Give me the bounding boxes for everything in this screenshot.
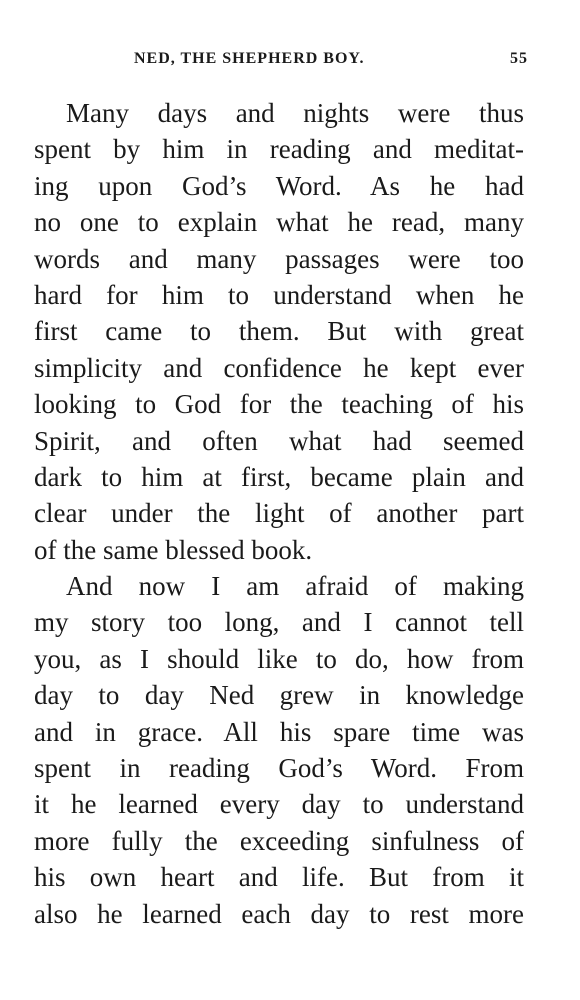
text-line: my story too long, and I cannot tell: [34, 607, 524, 638]
paragraph-2: [34, 568, 524, 932]
text-line: spent by him in reading and meditat-: [34, 134, 524, 165]
text-line: it he learned every day to understand: [34, 789, 524, 820]
text-line: you, as I should like to do, how from: [34, 643, 524, 674]
body-text: [34, 95, 524, 932]
text-line: of the same blessed book.: [34, 534, 313, 565]
paragraph-1: [34, 95, 524, 568]
text-line: no one to explain what he read, many: [34, 207, 524, 238]
text-line: more fully the exceeding sinfulness of: [34, 825, 524, 856]
text-line: hard for him to understand when he: [34, 279, 524, 310]
text-line: and in grace. All his spare time was: [34, 716, 524, 747]
running-title: NED, THE SHEPHERD BOY.: [134, 50, 365, 67]
page-number: 55: [510, 50, 528, 67]
text-line: clear under the light of another part: [34, 498, 524, 529]
text-line: And now I am afraid of making: [66, 571, 524, 602]
text-line: spent in reading God’s Word. From: [34, 753, 524, 784]
text-line: looking to God for the teaching of his: [34, 389, 524, 420]
text-line: words and many passages were too: [34, 243, 524, 274]
text-line: ing upon God’s Word. As he had: [34, 170, 524, 201]
running-head: [34, 50, 528, 74]
text-line: Spirit, and often what had seemed: [34, 425, 524, 456]
text-line: his own heart and life. But from it: [34, 862, 524, 893]
text-line: day to day Ned grew in knowledge: [34, 680, 524, 711]
text-line: dark to him at first, became plain and: [34, 461, 524, 492]
text-line: simplicity and confidence he kept ever: [34, 352, 524, 383]
text-line: first came to them. But with great: [34, 316, 524, 347]
text-line: Many days and nights were thus: [66, 98, 524, 128]
text-line: also he learned each day to rest more: [34, 898, 524, 929]
